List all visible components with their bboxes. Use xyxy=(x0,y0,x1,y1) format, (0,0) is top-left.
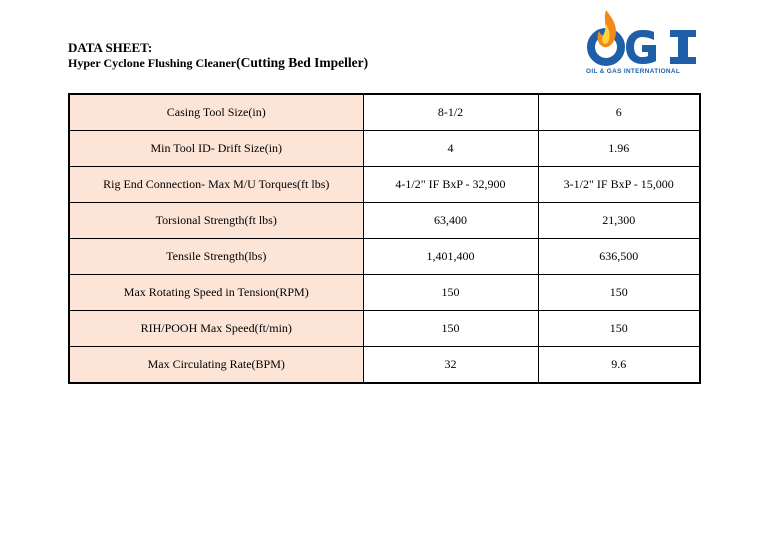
table-row xyxy=(69,203,700,239)
value-cell-2: 1.96 xyxy=(538,131,700,167)
table-row xyxy=(69,131,700,167)
value-cell-2: 636,500 xyxy=(538,239,700,275)
row-label: Min Tool ID- Drift Size(in) xyxy=(69,131,363,167)
value-cell-1: 8-1/2 xyxy=(363,94,538,131)
table-row xyxy=(69,239,700,275)
row-label: Casing Tool Size(in) xyxy=(69,94,363,131)
value-cell-2: 21,300 xyxy=(538,203,700,239)
table-row xyxy=(69,94,700,131)
document-title: DATA SHEET: xyxy=(68,40,153,55)
row-label: RIH/POOH Max Speed(ft/min) xyxy=(69,311,363,347)
logo-g-letter xyxy=(626,30,656,64)
value-cell-2: 150 xyxy=(538,311,700,347)
value-cell-2: 9.6 xyxy=(538,347,700,384)
table-row xyxy=(69,311,700,347)
value-cell-1: 150 xyxy=(363,311,538,347)
row-label: Tensile Strength(lbs) xyxy=(69,239,363,275)
table-row xyxy=(69,347,700,384)
spec-table xyxy=(68,93,701,384)
document-subtitle xyxy=(68,55,368,71)
value-cell-1: 63,400 xyxy=(363,203,538,239)
table-row xyxy=(69,275,700,311)
row-label: Torsional Strength(ft lbs) xyxy=(69,203,363,239)
table-row xyxy=(69,167,700,203)
value-cell-1: 150 xyxy=(363,275,538,311)
value-cell-1: 32 xyxy=(363,347,538,384)
row-label: Max Circulating Rate(BPM) xyxy=(69,347,363,384)
value-cell-2: 6 xyxy=(538,94,700,131)
value-cell-1: 4 xyxy=(363,131,538,167)
subtitle-main: Hyper Cyclone Flushing Cleaner xyxy=(68,56,237,70)
subtitle-paren: (Cutting Bed Impeller) xyxy=(236,55,369,70)
value-cell-2: 3-1/2" IF BxP - 15,000 xyxy=(538,167,700,203)
value-cell-2: 150 xyxy=(538,275,700,311)
title-block xyxy=(68,40,368,71)
logo-caption: OIL & GAS INTERNATIONAL xyxy=(586,68,681,75)
row-label: Max Rotating Speed in Tension(RPM) xyxy=(69,275,363,311)
value-cell-1: 4-1/2" IF BxP - 32,900 xyxy=(363,167,538,203)
row-label: Rig End Connection- Max M/U Torques(ft lbs) xyxy=(69,167,363,203)
value-cell-1: 1,401,400 xyxy=(363,239,538,275)
